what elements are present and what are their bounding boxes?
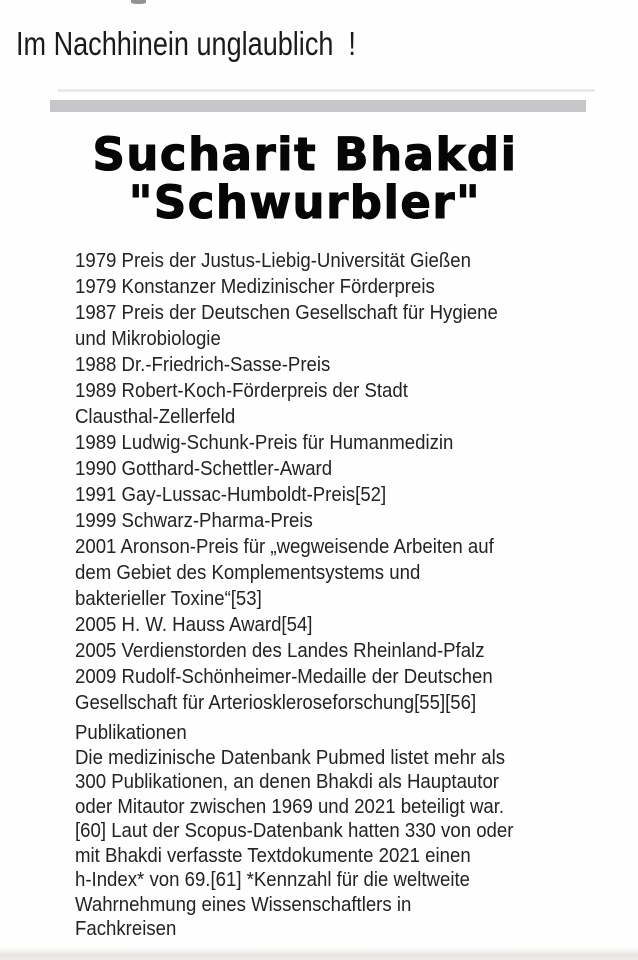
text-line: Gesellschaft für Arterioskleroseforschung[55][56] — [75, 692, 477, 714]
card-title — [45, 128, 565, 229]
text-line: 1987 Preis der Deutschen Gesellschaft für Hygiene — [75, 302, 498, 324]
divider-line — [57, 89, 595, 92]
text-line: 1990 Gotthard-Schettler-Award — [75, 458, 333, 480]
text-line: 1999 Schwarz-Pharma-Preis — [75, 510, 313, 532]
divider-bar — [50, 100, 586, 112]
post-caption: Im Nachhinein unglaublich ! — [16, 25, 356, 62]
text-line: dem Gebiet des Komplementsystems und — [75, 562, 421, 584]
cropped-text-fragment — [131, 0, 146, 4]
text-line: 1991 Gay-Lussac-Humboldt-Preis[52] — [75, 484, 387, 506]
text-line: oder Mitautor zwischen 1969 und 2021 beteiligt war. — [75, 795, 505, 818]
text-line: Publikationen — [75, 722, 187, 744]
text-line: 1989 Ludwig-Schunk-Preis für Humanmedizin — [75, 432, 454, 454]
text-line: und Mikrobiologie — [75, 328, 221, 350]
publications-section — [75, 721, 513, 942]
text-line: 2001 Aronson-Preis für „wegweisende Arbeiten auf — [75, 536, 494, 558]
text-line: bakterieller Toxine“[53] — [75, 588, 262, 610]
text-line: 300 Publikationen, an denen Bhakdi als Hauptautor — [75, 771, 499, 793]
text-line: [60] Laut der Scopus-Datenbank hatten 330 von oder — [75, 820, 514, 842]
title-line-1: Sucharit Bhakdi — [92, 128, 518, 181]
text-line: 1988 Dr.-Friedrich-Sasse-Preis — [75, 354, 331, 376]
awards-list — [75, 248, 498, 716]
title-line-2: "Schwurbler" — [128, 176, 482, 229]
text-line: Wahrnehmung eines Wissenschaftlers in — [75, 893, 412, 916]
text-line: 1989 Robert-Koch-Förderpreis der Stadt — [75, 380, 408, 402]
text-line: 2005 H. W. Hauss Award[54] — [75, 614, 313, 636]
text-line: mit Bhakdi verfasste Textdokumente 2021 einen — [75, 844, 471, 867]
text-line: Fachkreisen — [75, 918, 177, 940]
text-line: 2009 Rudolf-Schönheimer-Medaille der Deutschen — [75, 666, 493, 688]
bottom-edge-bar — [0, 948, 638, 960]
text-line: h-Index* von 69.[61] *Kennzahl für die weltweite — [75, 869, 470, 891]
text-line: Clausthal-Zellerfeld — [75, 406, 236, 428]
text-line: 2005 Verdienstorden des Landes Rheinland-Pfalz — [75, 640, 485, 662]
text-line: Die medizinische Datenbank Pubmed listet mehr als — [75, 746, 506, 769]
text-line: 1979 Preis der Justus-Liebig-Universität Gießen — [75, 250, 471, 272]
text-line: 1979 Konstanzer Medizinischer Förderpreis — [75, 276, 435, 298]
